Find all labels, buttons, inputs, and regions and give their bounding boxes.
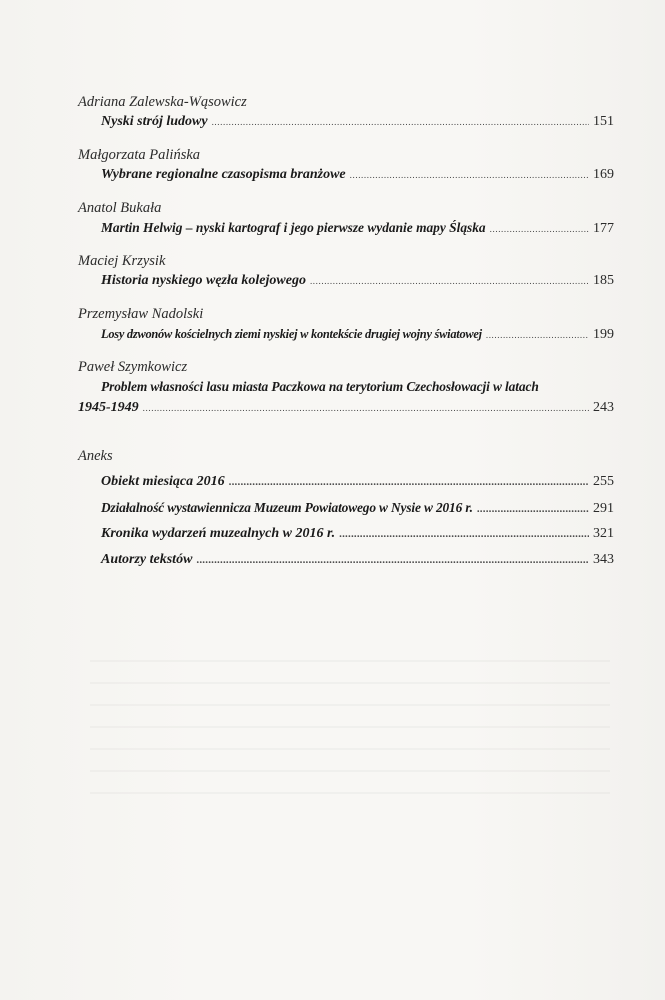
dot-leader	[196, 550, 589, 570]
entry-title: Problem własności lasu miasta Paczkowa na terytorium Czechosłowacji w latach	[101, 379, 539, 394]
entry-title: Autorzy tekstów	[101, 552, 193, 567]
entry-line	[101, 218, 614, 238]
entry-line	[78, 398, 614, 418]
table-of-contents	[78, 92, 614, 576]
appendix-entry	[101, 472, 614, 492]
toc-entry	[78, 357, 614, 418]
toc-entry	[78, 145, 614, 185]
dot-leader	[490, 219, 589, 239]
appendix-entry	[101, 550, 614, 570]
entry-author: Anatol Bukała	[78, 200, 162, 216]
entry-author: Adriana Zalewska-Wąsowicz	[78, 94, 247, 110]
entry-line	[101, 324, 614, 344]
dot-leader	[477, 499, 589, 519]
toc-entry	[78, 198, 614, 238]
entry-line	[101, 112, 614, 132]
entry-line	[101, 165, 614, 185]
dot-leader	[229, 472, 589, 492]
entry-title: Nyski strój ludowy	[101, 114, 208, 129]
entry-page-number: 343	[593, 552, 614, 567]
entry-title: Martin Helwig – nyski kartograf i jego pierwsze wydanie mapy Śląska	[101, 220, 486, 235]
entry-page-number: 199	[593, 327, 614, 342]
entry-title: Obiekt miesiąca 2016	[101, 474, 225, 489]
entry-title: Losy dzwonów kościelnych ziemi nyskiej w kontekście drugiej wojny światowej	[101, 327, 482, 341]
entry-title-line	[101, 377, 614, 398]
appendix-heading: Aneks	[78, 448, 113, 464]
entry-page-number: 151	[593, 114, 614, 129]
entry-page-number: 321	[593, 526, 614, 541]
dot-leader	[339, 524, 589, 544]
entry-author: Maciej Krzysik	[78, 253, 166, 269]
toc-entry	[78, 304, 614, 344]
entry-author: Małgorzata Palińska	[78, 147, 201, 163]
dot-leader	[143, 398, 589, 418]
dot-leader	[212, 112, 589, 132]
entry-author: Paweł Szymkowicz	[78, 359, 188, 375]
entry-title: Działalność wystawiennicza Muzeum Powiatowego w Nysie w 2016 r.	[101, 500, 473, 515]
show-through-text	[90, 660, 610, 870]
toc-entry	[78, 92, 614, 132]
appendix-entry	[101, 498, 614, 518]
entry-page-number: 177	[593, 221, 614, 236]
dot-leader	[350, 165, 589, 185]
appendix-section	[78, 446, 614, 570]
entry-page-number: 255	[593, 474, 614, 489]
toc-entry	[78, 251, 614, 291]
entry-page-number: 169	[593, 167, 614, 182]
entry-title: Historia nyskiego węzła kolejowego	[101, 273, 306, 288]
appendix-entry	[101, 524, 614, 544]
entry-page-number: 291	[593, 501, 614, 516]
entry-page-number: 185	[593, 273, 614, 288]
entry-title: Wybrane regionalne czasopisma branżowe	[101, 167, 346, 182]
entry-title-continuation: 1945-1949	[78, 400, 139, 415]
entry-author: Przemysław Nadolski	[78, 306, 204, 322]
entry-line	[101, 271, 614, 291]
entry-title: Kronika wydarzeń muzealnych w 2016 r.	[101, 526, 336, 541]
dot-leader	[486, 325, 589, 345]
dot-leader	[310, 271, 589, 291]
entry-page-number: 243	[593, 400, 614, 415]
